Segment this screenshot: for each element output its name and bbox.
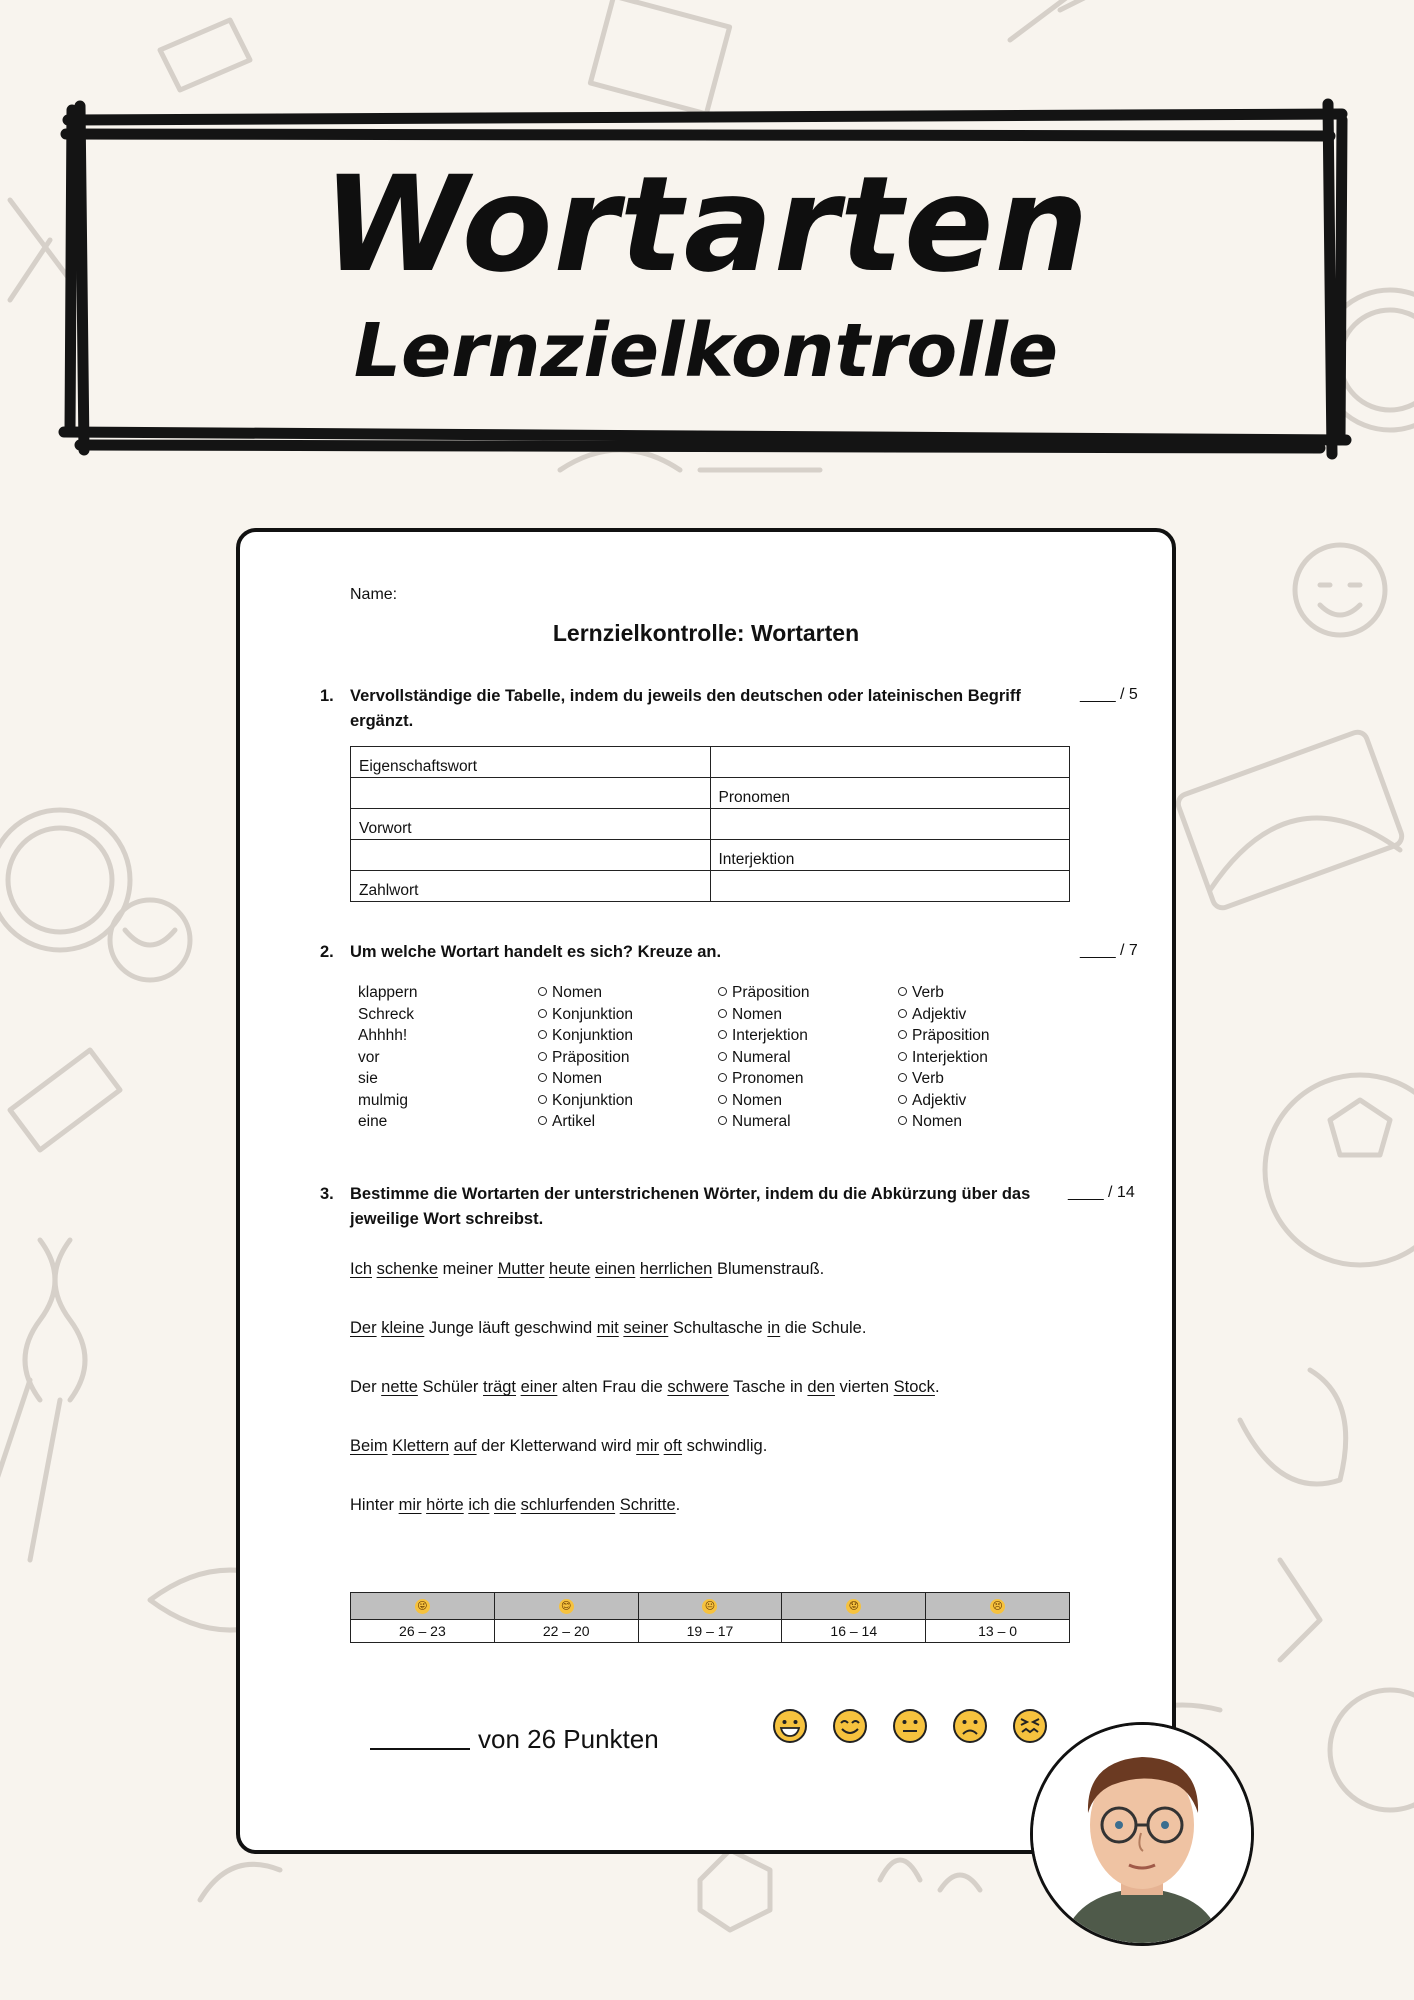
page-subtitle: Lernzielkontrolle	[353, 308, 1059, 394]
word-label: mulmig	[358, 1091, 408, 1109]
choice-label: Verb	[912, 1070, 944, 1087]
choice-label: Numeral	[732, 1113, 791, 1130]
sentence-text: der Kletterwand wird	[476, 1437, 637, 1455]
choice-label: Artikel	[552, 1113, 596, 1130]
choice-option[interactable]	[538, 982, 718, 1004]
choice-option[interactable]	[718, 1090, 898, 1112]
choice-label: Interjektion	[912, 1048, 988, 1066]
task1-number: 1.	[320, 687, 334, 705]
persevering-face-icon	[1012, 1708, 1048, 1744]
word-label: klappern	[358, 984, 418, 1001]
scale-range-cell: 26 – 23	[351, 1620, 495, 1643]
radio-circle-icon[interactable]	[898, 987, 907, 996]
underlined-word: den	[807, 1378, 835, 1396]
radio-circle-icon[interactable]	[898, 1052, 907, 1061]
task3-number: 3.	[320, 1185, 334, 1203]
underlined-word: auf	[453, 1437, 477, 1455]
sentence-text: Tasche in	[728, 1378, 808, 1396]
word-label: sie	[358, 1070, 378, 1087]
choice-row	[358, 982, 1078, 1004]
scale-emoji-cell	[494, 1593, 638, 1620]
german-term-cell: Eigenschaftswort	[351, 747, 711, 778]
emoji-icon: 😊	[559, 1599, 574, 1614]
choice-label: Pronomen	[732, 1070, 804, 1087]
task1-score: ____ / 5	[1080, 686, 1138, 703]
sentence-text: .	[934, 1378, 940, 1396]
sentence-text: Schultasche	[668, 1319, 768, 1337]
underlined-word: Klettern	[392, 1437, 450, 1455]
choice-row	[358, 1004, 1078, 1026]
radio-circle-icon[interactable]	[898, 1095, 907, 1104]
underlined-word: nette	[381, 1378, 418, 1396]
task3-score: ____ / 14	[1068, 1184, 1135, 1201]
choice-option[interactable]	[898, 1090, 1078, 1112]
sentence-text: .	[675, 1496, 681, 1514]
underlined-word: oft	[663, 1437, 683, 1455]
radio-circle-icon[interactable]	[538, 1073, 547, 1082]
choice-label: Konjunktion	[552, 1027, 634, 1044]
underlined-word: ich	[468, 1496, 490, 1514]
choice-label: Präposition	[732, 984, 810, 1001]
latin-term-cell: Pronomen	[710, 778, 1070, 809]
word-label: Ahhhh!	[358, 1027, 408, 1044]
choice-option[interactable]	[538, 1090, 718, 1112]
choice-label: Adjektiv	[912, 1091, 967, 1109]
choice-option[interactable]	[718, 1068, 898, 1090]
radio-circle-icon[interactable]	[898, 1030, 907, 1039]
underlined-word: trägt	[483, 1378, 517, 1396]
sentence	[350, 1496, 680, 1515]
scale-emoji-cell	[638, 1593, 782, 1620]
underlined-word: schenke	[376, 1260, 439, 1278]
choice-label: Nomen	[912, 1113, 962, 1130]
sentence-text: vierten	[834, 1378, 894, 1396]
underlined-word: Stock	[893, 1378, 935, 1396]
underlined-word: Mutter	[497, 1260, 545, 1278]
terms-row	[351, 871, 1070, 902]
sentence-text: schwindlig.	[682, 1437, 768, 1455]
underlined-word: herrlichen	[639, 1260, 713, 1278]
word-label: Schreck	[358, 1005, 414, 1023]
latin-term-cell[interactable]	[710, 809, 1070, 840]
word-label: vor	[358, 1048, 380, 1066]
scale-emoji-cell	[351, 1593, 495, 1620]
terms-row	[351, 778, 1070, 809]
choice-label: Interjektion	[732, 1027, 808, 1044]
choice-label: Präposition	[552, 1048, 630, 1066]
choice-option[interactable]	[538, 1068, 718, 1090]
german-term-cell[interactable]	[351, 840, 711, 871]
choice-label: Nomen	[732, 1005, 782, 1023]
sentence-text: Hinter	[350, 1496, 399, 1514]
underlined-word: die	[494, 1496, 517, 1514]
terms-row	[351, 809, 1070, 840]
sentence	[350, 1319, 866, 1338]
sentence	[350, 1378, 940, 1397]
avatar	[1030, 1722, 1254, 1946]
task3-instruction: Bestimme die Wortarten der unterstrichenen Wörter, indem du die Abkürzung über das jeweilige Wort schreibst.	[350, 1185, 1031, 1228]
sentence-text: Schüler	[417, 1378, 483, 1396]
underlined-word: kleine	[381, 1319, 425, 1337]
radio-circle-icon[interactable]	[718, 1073, 727, 1082]
sentence-text: die Schule.	[780, 1319, 867, 1337]
radio-circle-icon[interactable]	[898, 1116, 907, 1125]
choice-label: Konjunktion	[552, 1005, 634, 1023]
choice-option[interactable]	[718, 1111, 898, 1133]
german-term-cell[interactable]	[351, 778, 711, 809]
radio-circle-icon[interactable]	[538, 1052, 547, 1061]
choice-option[interactable]	[898, 1025, 1078, 1047]
radio-circle-icon[interactable]	[538, 987, 547, 996]
underlined-word: mir	[398, 1496, 422, 1514]
underlined-word: mit	[596, 1319, 619, 1337]
underlined-word: heute	[549, 1260, 591, 1278]
points-line	[370, 1724, 659, 1755]
radio-circle-icon[interactable]	[718, 1116, 727, 1125]
underlined-word: Beim	[350, 1437, 388, 1455]
german-term-cell: Vorwort	[351, 809, 711, 840]
radio-circle-icon[interactable]	[538, 1030, 547, 1039]
choice-option[interactable]	[898, 1047, 1078, 1069]
name-label: Name:	[350, 586, 398, 603]
radio-circle-icon[interactable]	[718, 1030, 727, 1039]
sentence	[350, 1437, 767, 1456]
grinning-face-icon	[772, 1708, 808, 1744]
choice-label: Konjunktion	[552, 1091, 634, 1109]
choice-row	[358, 1025, 1078, 1047]
underlined-word: einen	[594, 1260, 636, 1278]
sentence-text: meiner	[438, 1260, 498, 1278]
sad-face-icon	[952, 1708, 988, 1744]
underlined-word: seiner	[623, 1319, 669, 1337]
points-label: von 26 Punkten	[478, 1724, 659, 1754]
underlined-word: Ich	[350, 1260, 373, 1278]
choice-option[interactable]	[538, 1004, 718, 1026]
title-frame	[80, 112, 1332, 448]
points-blank[interactable]	[370, 1748, 470, 1750]
underlined-word: Der	[350, 1319, 377, 1337]
task1-instruction: Vervollständige die Tabelle, indem du jeweils den deutschen oder lateinischen Begriff ergänzt.	[350, 687, 1021, 730]
german-term-cell: Zahlwort	[351, 871, 711, 902]
underlined-word: in	[767, 1319, 781, 1337]
radio-circle-icon[interactable]	[898, 1073, 907, 1082]
choice-label: Verb	[912, 984, 944, 1001]
page-title: Wortarten	[322, 148, 1090, 302]
choice-option[interactable]	[718, 1047, 898, 1069]
avatar-portrait-icon	[1033, 1725, 1251, 1943]
radio-circle-icon[interactable]	[718, 987, 727, 996]
word-type-choices	[358, 982, 1078, 1133]
task2-instruction: Um welche Wortart handelt es sich? Kreuze an.	[350, 943, 722, 961]
choice-option[interactable]	[718, 1025, 898, 1047]
task2-score: ____ / 7	[1080, 942, 1138, 959]
choice-option[interactable]	[718, 982, 898, 1004]
choice-label: Numeral	[732, 1048, 791, 1066]
choice-option[interactable]	[898, 1068, 1078, 1090]
choice-label: Präposition	[912, 1027, 990, 1044]
smiling-face-icon	[832, 1708, 868, 1744]
radio-circle-icon[interactable]	[718, 1052, 727, 1061]
latin-term-cell[interactable]	[710, 747, 1070, 778]
terms-table	[350, 746, 1070, 902]
choice-option[interactable]	[898, 1111, 1078, 1133]
sentence-text: Junge läuft geschwind	[424, 1319, 597, 1337]
choice-option[interactable]	[898, 1004, 1078, 1026]
choice-option[interactable]	[538, 1047, 718, 1069]
latin-term-cell[interactable]	[710, 871, 1070, 902]
choice-option[interactable]	[538, 1025, 718, 1047]
underlined-word: mir	[636, 1437, 660, 1455]
radio-circle-icon[interactable]	[538, 1009, 547, 1018]
terms-row	[351, 840, 1070, 871]
choice-row	[358, 1111, 1078, 1133]
word-label: eine	[358, 1113, 388, 1130]
scale-range-cell: 13 – 0	[926, 1620, 1070, 1643]
sentence	[350, 1260, 824, 1279]
radio-circle-icon[interactable]	[538, 1095, 547, 1104]
choice-label: Adjektiv	[912, 1005, 967, 1023]
grading-scale	[350, 1592, 1070, 1643]
emoji-icon: 😜	[415, 1599, 430, 1614]
scale-range-cell: 19 – 17	[638, 1620, 782, 1643]
choice-label: Nomen	[552, 984, 602, 1001]
scale-range-cell: 16 – 14	[782, 1620, 926, 1643]
radio-circle-icon[interactable]	[718, 1009, 727, 1018]
emoji-icon: 😟	[846, 1599, 861, 1614]
worksheet	[236, 528, 1176, 1854]
terms-row	[351, 747, 1070, 778]
scale-emoji-cell	[926, 1593, 1070, 1620]
sentence-text: Der	[350, 1378, 382, 1396]
choice-row	[358, 1090, 1078, 1112]
choice-row	[358, 1047, 1078, 1069]
underlined-word: einer	[520, 1378, 558, 1396]
radio-circle-icon[interactable]	[898, 1009, 907, 1018]
scale-emoji-cell	[782, 1593, 926, 1620]
radio-circle-icon[interactable]	[538, 1116, 547, 1125]
underlined-word: hörte	[426, 1496, 464, 1514]
scale-range-cell: 22 – 20	[494, 1620, 638, 1643]
sentence-text: Blumenstrauß.	[712, 1260, 825, 1278]
choice-option[interactable]	[538, 1111, 718, 1133]
emoji-icon: 😣	[990, 1599, 1005, 1614]
latin-term-cell: Interjektion	[710, 840, 1070, 871]
choice-row	[358, 1068, 1078, 1090]
emoji-icon: 😐	[702, 1599, 717, 1614]
underlined-word: schlurfenden	[520, 1496, 616, 1514]
sentence-text: alten Frau die	[557, 1378, 668, 1396]
radio-circle-icon[interactable]	[718, 1095, 727, 1104]
task2-number: 2.	[320, 943, 334, 961]
underlined-word: schwere	[667, 1378, 729, 1396]
choice-label: Nomen	[552, 1070, 602, 1087]
neutral-face-icon	[892, 1708, 928, 1744]
underlined-word: Schritte	[619, 1496, 676, 1514]
choice-option[interactable]	[718, 1004, 898, 1026]
choice-option[interactable]	[898, 982, 1078, 1004]
choice-label: Nomen	[732, 1091, 782, 1109]
worksheet-title: Lernzielkontrolle: Wortarten	[552, 620, 860, 646]
